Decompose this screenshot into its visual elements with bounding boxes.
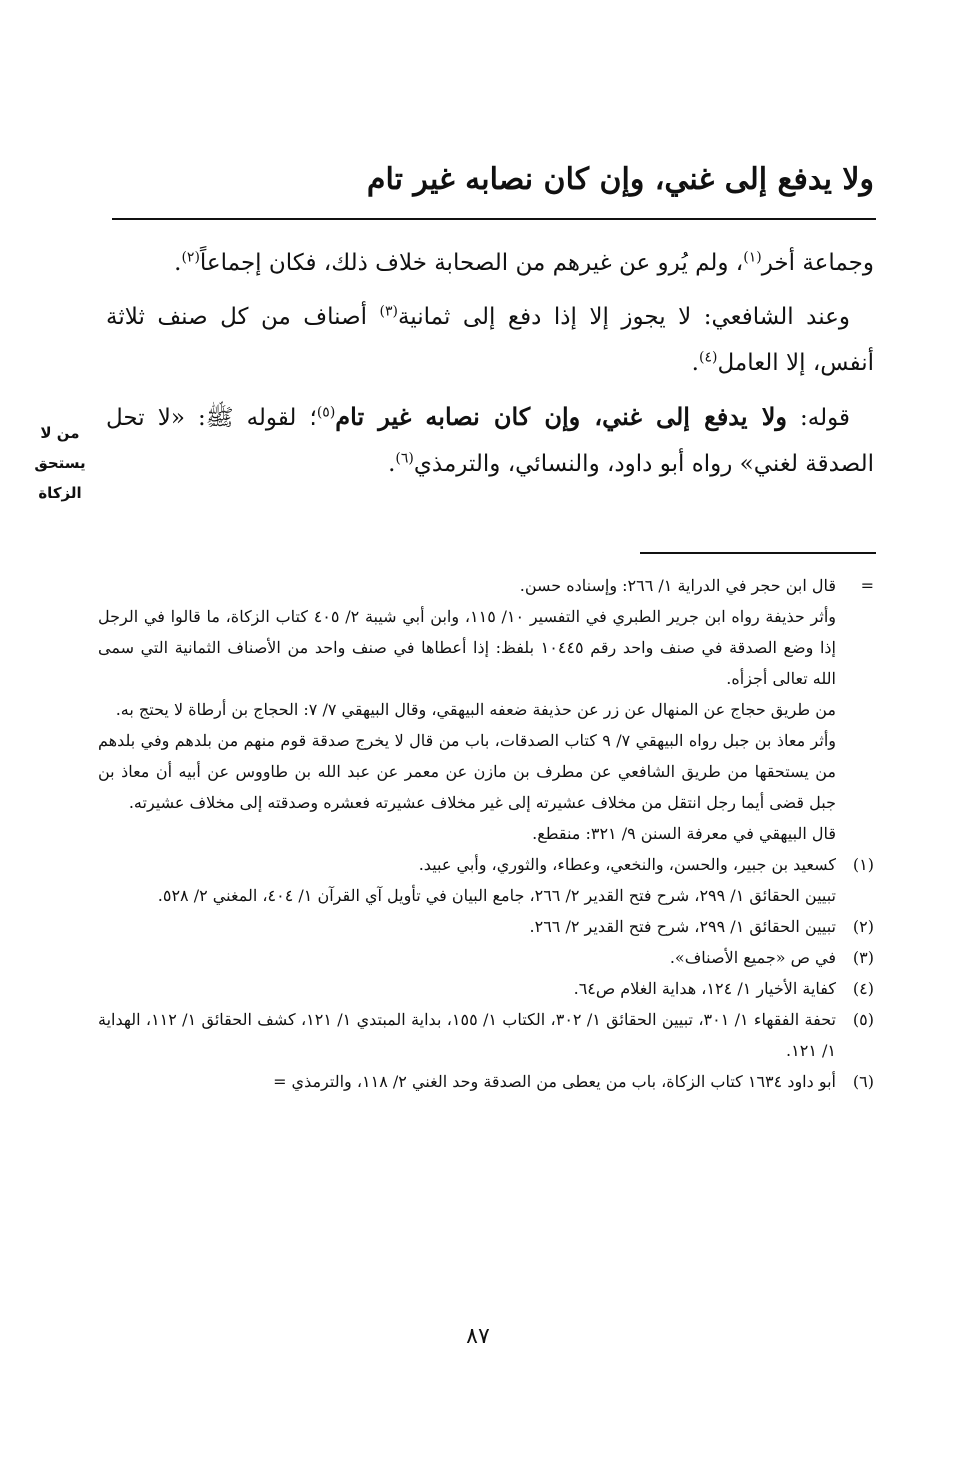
margin-note-line: من لا [40, 424, 80, 442]
footnote-paragraph: تبيين الحقائق ١/ ٢٩٩، شرح فتح القدير ٢/ ٢٦٦، جامع البيان في تأويل آي القرآن ١/ ٤٠٤، المغني ٢/ ٥٢٨. [157, 886, 836, 905]
footnote-paragraph: أبو داود ١٦٣٤ كتاب الزكاة، باب من يعطى من الصدقة وحد الغني ٢/ ١١٨، والترمذي = [273, 1072, 836, 1091]
text: . [174, 250, 182, 276]
margin-note-line: يستحق [34, 454, 86, 472]
footnotes [98, 570, 874, 1097]
footnote-paragraph: قال ابن حجر في الدراية ١/ ٢٦٦: وإسناده حسن. [519, 576, 836, 595]
footnote-paragraph: وأثر حذيفة رواه ابن جرير الطبري في التفسير ١٠/ ١١٥، وابن أبي شيبة ٢/ ٤٠٥ كتاب الزكاة، ما قالوا في الرجل إذا وضع الصدقة في صنف واحد رقم ١٠٤٤٥ بلفظ: إذا أعطاها في صنف واحد من الأصناف الثمانية التي سمى الله تعالى أجزأه. [98, 607, 837, 688]
text: . [691, 350, 699, 376]
text: وعند الشافعي: لا يجوز إلا إذا دفع إلى ثمانية [397, 304, 850, 330]
matn-quote: ولا يدفع إلى غني، وإن كان نصابه غير تام [335, 402, 787, 431]
running-header: ولا يدفع إلى غني، وإن كان نصابه غير تام [366, 162, 874, 197]
footnote-number: (٥) [852, 1010, 874, 1029]
text: ؛ لقوله ﷺ: «لا تحل الصدقة لغني» رواه أبو داود، والنسائي، والترمذي [106, 405, 874, 477]
footnote-item [98, 942, 874, 973]
footnote-number: (٦) [852, 1072, 874, 1091]
footnote-continuation [98, 570, 874, 849]
footnote-paragraph: قال البيهقي في معرفة السنن ٩/ ٣٢١: منقطع. [532, 824, 836, 843]
text: قوله: [786, 405, 851, 431]
footnote-ref[interactable]: (٥) [316, 404, 336, 421]
footnote-body [98, 973, 836, 1004]
footnote-item [98, 1004, 874, 1066]
footnote-ref[interactable]: (٤) [698, 349, 718, 366]
text: أصناف من كل صنف ثلاثة أنفس، إلا العامل [106, 304, 874, 376]
footnote-body [98, 911, 836, 942]
footnote-paragraph: كسعيد بن جبير، والحسن، والنخعي، وعطاء، والثوري، وأبي عبيد. [418, 855, 836, 874]
footnote-paragraph: تبيين الحقائق ١/ ٢٩٩، شرح فتح القدير ٢/ ٢٦٦. [529, 917, 836, 936]
footnote-item [98, 973, 874, 1004]
footnote-number: (٤) [852, 979, 874, 998]
margin-note [22, 418, 98, 508]
footnote-number: (٢) [852, 917, 874, 936]
paragraph [106, 394, 874, 487]
continuation-mark: = [860, 576, 874, 595]
footnote-ref[interactable]: (٦) [395, 450, 414, 467]
footnote-number: (١) [852, 855, 874, 874]
footnote-item [98, 849, 874, 911]
header-rule [112, 218, 876, 220]
footnote-paragraph: كفاية الأخيار ١/ ١٢٤، هداية الغلام ص٦٤. [573, 979, 836, 998]
text: وجماعة أخر [761, 250, 874, 276]
footnote-body [98, 849, 836, 911]
footnote-body [98, 1066, 836, 1097]
page-number: ٨٧ [466, 1324, 490, 1349]
footnote-ref[interactable]: (٣) [379, 303, 398, 320]
text: ، ولم يُرو عن غيرهم من الصحابة خلاف ذلك، فكان إجماعاً [199, 250, 744, 276]
footnote-number: (٣) [852, 948, 874, 967]
paragraph [106, 294, 874, 386]
margin-note-line: الزكاة [38, 484, 82, 502]
footnote-body [98, 570, 836, 849]
main-text [106, 240, 874, 495]
footnote-ref[interactable]: (٢) [181, 249, 200, 266]
paragraph [106, 240, 874, 286]
footnote-body [98, 1004, 836, 1066]
footnote-item [98, 911, 874, 942]
footnote-item [98, 1066, 874, 1097]
text: . [388, 451, 396, 477]
footnote-paragraph: وأثر معاذ بن جبل رواه البيهقي ٧/ ٩ كتاب الصدقات، باب من قال لا يخرج صدقة قوم منهم من بلدهم وفي بلدهم من يستحقها من طريق الشافعي عن مطرف بن مازن عن معمر عن عبد الله بن طاووس عن أبيه أن معاذ بن جبل قضى أيما رجل انتقل من مخلاف عشيرته إلى غير مخلاف عشيرته فعشره وصدقته إلى مخلاف عشيرته. [98, 731, 836, 812]
footnote-ref[interactable]: (١) [743, 249, 762, 266]
footnote-paragraph: من طريق حجاج عن المنهال عن زر عن حذيفة ضعفه البيهقي، وقال البيهقي ٧/ ٧: الحجاج بن أرطاة لا يحتج به. [115, 700, 836, 719]
footnote-rule [640, 552, 876, 554]
footnote-paragraph: في ص «جميع الأصناف». [669, 948, 836, 967]
footnote-paragraph: تحفة الفقهاء ١/ ٣٠١، تبيين الحقائق ١/ ٣٠٢، الكتاب ١/ ١٥٥، بداية المبتدي ١/ ١٢١، كشف الحقائق ١/ ١١٢، الهداية ١/ ١٢١. [98, 1010, 836, 1060]
footnote-body [98, 942, 836, 973]
